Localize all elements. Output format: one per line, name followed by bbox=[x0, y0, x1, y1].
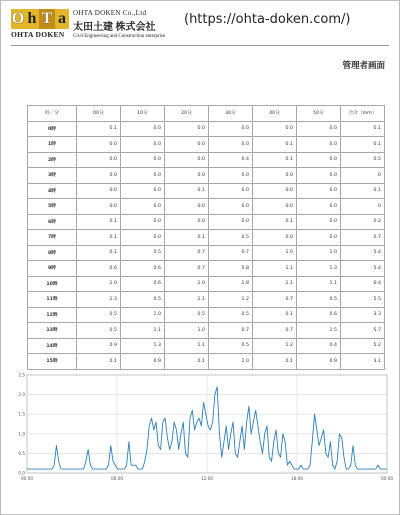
table-cell: 1.1 bbox=[121, 323, 165, 339]
table-cell: 0.1 bbox=[253, 354, 297, 370]
table-cell: 0.1 bbox=[165, 354, 209, 370]
y-tick-label: 1.5 bbox=[18, 411, 25, 417]
column-header: 20分 bbox=[165, 106, 209, 122]
table-cell: 0.0 bbox=[121, 168, 165, 184]
table-cell: 0.6 bbox=[77, 261, 121, 277]
row-total-cell: 0.5 bbox=[341, 152, 385, 168]
table-cell: 1.1 bbox=[165, 338, 209, 354]
table-cell: 1.2 bbox=[209, 292, 253, 308]
y-tick-label: 2.5 bbox=[18, 372, 25, 378]
x-tick-label: 18:00 bbox=[290, 476, 304, 481]
column-header: 50分 bbox=[297, 106, 341, 122]
row-total-cell: 0.7 bbox=[341, 230, 385, 246]
table-cell: 0.0 bbox=[165, 152, 209, 168]
column-header: 00分 bbox=[77, 106, 121, 122]
table-cell: 0.5 bbox=[297, 292, 341, 308]
table-row bbox=[28, 323, 385, 339]
column-header: 30分 bbox=[209, 106, 253, 122]
table-cell: 0.7 bbox=[253, 292, 297, 308]
rainfall-table bbox=[27, 105, 385, 370]
table-cell: 0.0 bbox=[209, 168, 253, 184]
table-cell: 0.0 bbox=[121, 152, 165, 168]
row-total-cell: 0 bbox=[341, 199, 385, 215]
table-cell: 1.0 bbox=[209, 354, 253, 370]
row-total-cell: 0.1 bbox=[341, 121, 385, 137]
row-hour-label: 7時 bbox=[28, 230, 77, 246]
table-row bbox=[28, 214, 385, 230]
x-tick-label: 00:00 bbox=[380, 476, 393, 481]
table-cell: 0.0 bbox=[77, 152, 121, 168]
table-cell: 0.7 bbox=[165, 261, 209, 277]
y-tick-label: 0.5 bbox=[18, 450, 25, 456]
table-cell: 0.1 bbox=[165, 230, 209, 246]
table-cell: 0.0 bbox=[121, 199, 165, 215]
row-total-cell: 6.4 bbox=[341, 276, 385, 292]
row-hour-label: 1時 bbox=[28, 137, 77, 153]
chart-svg bbox=[9, 369, 393, 487]
table-cell: 1.1 bbox=[297, 276, 341, 292]
table-body bbox=[28, 121, 385, 369]
row-hour-label: 0時 bbox=[28, 121, 77, 137]
row-hour-label: 9時 bbox=[28, 261, 77, 277]
table-cell: 0.0 bbox=[121, 121, 165, 137]
table-cell: 0.0 bbox=[297, 183, 341, 199]
logo-subtitle: OHTA DOKEN bbox=[11, 30, 65, 39]
row-total-cell: 5.4 bbox=[341, 245, 385, 261]
row-hour-label: 14時 bbox=[28, 338, 77, 354]
table-cell: 0.0 bbox=[253, 183, 297, 199]
table-cell: 0.0 bbox=[297, 121, 341, 137]
logo-mark bbox=[11, 9, 69, 29]
table-cell: 0.1 bbox=[165, 183, 209, 199]
y-tick-label: 1.0 bbox=[18, 431, 25, 437]
table-cell: 0.6 bbox=[121, 261, 165, 277]
table-cell: 0.0 bbox=[165, 168, 209, 184]
table-cell: 0.7 bbox=[209, 245, 253, 261]
row-hour-label: 6時 bbox=[28, 214, 77, 230]
table-cell: 0.9 bbox=[121, 354, 165, 370]
company-description: Civil Engineering and Construction enterprise bbox=[73, 34, 166, 39]
table-cell: 0.5 bbox=[121, 292, 165, 308]
table-cell: 0.0 bbox=[209, 121, 253, 137]
row-hour-label: 8時 bbox=[28, 245, 77, 261]
logo-letter: O bbox=[11, 10, 25, 27]
table-cell: 1.0 bbox=[165, 276, 209, 292]
logo-letter: T bbox=[39, 9, 55, 29]
logo-letter: h bbox=[25, 9, 39, 29]
table-cell: 0.8 bbox=[209, 261, 253, 277]
table-row bbox=[28, 261, 385, 277]
column-header-total: 合計（mm） bbox=[341, 106, 385, 122]
table-row bbox=[28, 307, 385, 323]
table-cell: 0.0 bbox=[209, 183, 253, 199]
company-name-en: OHTA DOKEN Co.,Ltd bbox=[73, 9, 147, 17]
table-cell: 0.0 bbox=[209, 199, 253, 215]
page-title: 管理者画面 bbox=[342, 61, 385, 71]
logo-letter: a bbox=[55, 9, 69, 29]
table-cell: 0.0 bbox=[209, 137, 253, 153]
table-cell: 1.2 bbox=[253, 338, 297, 354]
row-total-cell: 5.2 bbox=[341, 338, 385, 354]
row-total-cell: 5.4 bbox=[341, 261, 385, 277]
table-row bbox=[28, 292, 385, 308]
y-tick-label: 2.0 bbox=[18, 392, 25, 398]
row-total-cell: 0.1 bbox=[341, 183, 385, 199]
table-cell: 0.0 bbox=[297, 137, 341, 153]
rainfall-chart bbox=[9, 369, 393, 487]
table-cell: 0.0 bbox=[253, 230, 297, 246]
table-cell: 0.0 bbox=[165, 121, 209, 137]
table-cell: 0.1 bbox=[253, 137, 297, 153]
table-cell: 0.0 bbox=[253, 199, 297, 215]
table-cell: 0.1 bbox=[253, 214, 297, 230]
table-cell: 1.3 bbox=[121, 338, 165, 354]
x-tick-label: 06:00 bbox=[110, 476, 124, 481]
table-cell: 1.1 bbox=[253, 276, 297, 292]
table-cell: 0.1 bbox=[77, 230, 121, 246]
table-cell: 0.6 bbox=[121, 276, 165, 292]
row-hour-label: 4時 bbox=[28, 183, 77, 199]
table-cell: 1.0 bbox=[121, 307, 165, 323]
row-total-cell: 0.1 bbox=[341, 137, 385, 153]
row-hour-label: 13時 bbox=[28, 323, 77, 339]
table-cell: 1.1 bbox=[165, 292, 209, 308]
table-cell: 0.5 bbox=[165, 307, 209, 323]
x-tick-label: 12:00 bbox=[200, 476, 214, 481]
table-cell: 0.0 bbox=[297, 168, 341, 184]
column-header: 10分 bbox=[121, 106, 165, 122]
table-cell: 0.0 bbox=[77, 183, 121, 199]
column-header-hour: 時／分 bbox=[28, 106, 77, 122]
table-cell: 0.1 bbox=[77, 245, 121, 261]
row-hour-label: 12時 bbox=[28, 307, 77, 323]
table-cell: 0.4 bbox=[209, 152, 253, 168]
table-cell: 0.5 bbox=[121, 245, 165, 261]
table-row bbox=[28, 199, 385, 215]
table-cell: 0.1 bbox=[77, 121, 121, 137]
table-row bbox=[28, 183, 385, 199]
row-total-cell: 0.2 bbox=[341, 214, 385, 230]
table-row bbox=[28, 137, 385, 153]
row-hour-label: 10時 bbox=[28, 276, 77, 292]
row-total-cell: 3.1 bbox=[341, 354, 385, 370]
table-cell: 0.1 bbox=[253, 152, 297, 168]
table-cell: 0.6 bbox=[297, 307, 341, 323]
table-row bbox=[28, 230, 385, 246]
table-cell: 0.0 bbox=[165, 214, 209, 230]
table-cell: 0.5 bbox=[77, 307, 121, 323]
table-cell: 0.5 bbox=[209, 338, 253, 354]
table-cell: 0.1 bbox=[77, 214, 121, 230]
table-cell: 0.4 bbox=[297, 338, 341, 354]
table-cell: 1.1 bbox=[253, 261, 297, 277]
table-row bbox=[28, 152, 385, 168]
row-hour-label: 3時 bbox=[28, 168, 77, 184]
table-cell: 1.0 bbox=[77, 276, 121, 292]
table-cell: 0.0 bbox=[77, 199, 121, 215]
row-hour-label: 2時 bbox=[28, 152, 77, 168]
table-row bbox=[28, 245, 385, 261]
table-cell: 0.0 bbox=[297, 199, 341, 215]
company-name-block bbox=[73, 9, 165, 39]
table-cell: 0.0 bbox=[253, 121, 297, 137]
table-row bbox=[28, 121, 385, 137]
row-hour-label: 5時 bbox=[28, 199, 77, 215]
table-cell: 0.0 bbox=[77, 137, 121, 153]
table-cell: 0.7 bbox=[165, 245, 209, 261]
table-cell: 0.7 bbox=[209, 323, 253, 339]
table-cell: 0.0 bbox=[297, 152, 341, 168]
table-row bbox=[28, 276, 385, 292]
table-cell: 0.5 bbox=[209, 307, 253, 323]
table-cell: 0.0 bbox=[297, 214, 341, 230]
header-divider bbox=[11, 45, 389, 46]
row-total-cell: 5.5 bbox=[341, 292, 385, 308]
table-cell: 0.0 bbox=[121, 214, 165, 230]
table-cell: 0.0 bbox=[165, 199, 209, 215]
table-cell: 0.0 bbox=[297, 230, 341, 246]
table-header-row bbox=[28, 106, 385, 122]
row-hour-label: 15時 bbox=[28, 354, 77, 370]
x-tick-label: 00:00 bbox=[20, 476, 34, 481]
table-cell: 0.5 bbox=[77, 323, 121, 339]
table-cell: 0.5 bbox=[209, 230, 253, 246]
table-cell: 1.3 bbox=[297, 261, 341, 277]
website-url[interactable]: (https://ohta-doken.com/) bbox=[184, 12, 351, 27]
company-name-jp: 太田土建 株式会社 bbox=[73, 22, 156, 33]
table-cell: 0.9 bbox=[297, 354, 341, 370]
table-cell: 1.3 bbox=[77, 292, 121, 308]
column-header: 40分 bbox=[253, 106, 297, 122]
table-cell: 1.5 bbox=[297, 323, 341, 339]
table-cell: 1.0 bbox=[253, 245, 297, 261]
table-cell: 0.1 bbox=[253, 307, 297, 323]
y-tick-label: 0.0 bbox=[18, 470, 25, 476]
table-cell: 0.0 bbox=[121, 183, 165, 199]
table-row bbox=[28, 354, 385, 370]
table-cell: 0.7 bbox=[253, 323, 297, 339]
table-cell: 0.9 bbox=[77, 338, 121, 354]
row-hour-label: 11時 bbox=[28, 292, 77, 308]
table-cell: 0.0 bbox=[209, 214, 253, 230]
row-total-cell: 0 bbox=[341, 168, 385, 184]
table-cell: 1.8 bbox=[209, 276, 253, 292]
table-cell: 0.0 bbox=[121, 137, 165, 153]
table-cell: 0.1 bbox=[77, 354, 121, 370]
table-cell: 1.0 bbox=[297, 245, 341, 261]
table-cell: 0.0 bbox=[77, 168, 121, 184]
table-cell: 0.0 bbox=[121, 230, 165, 246]
row-total-cell: 5.7 bbox=[341, 323, 385, 339]
company-logo bbox=[11, 9, 69, 39]
row-total-cell: 3.3 bbox=[341, 307, 385, 323]
table-cell: 0.0 bbox=[253, 168, 297, 184]
table-cell: 1.0 bbox=[165, 323, 209, 339]
table-row bbox=[28, 338, 385, 354]
table-row bbox=[28, 168, 385, 184]
table-cell: 0.0 bbox=[165, 137, 209, 153]
